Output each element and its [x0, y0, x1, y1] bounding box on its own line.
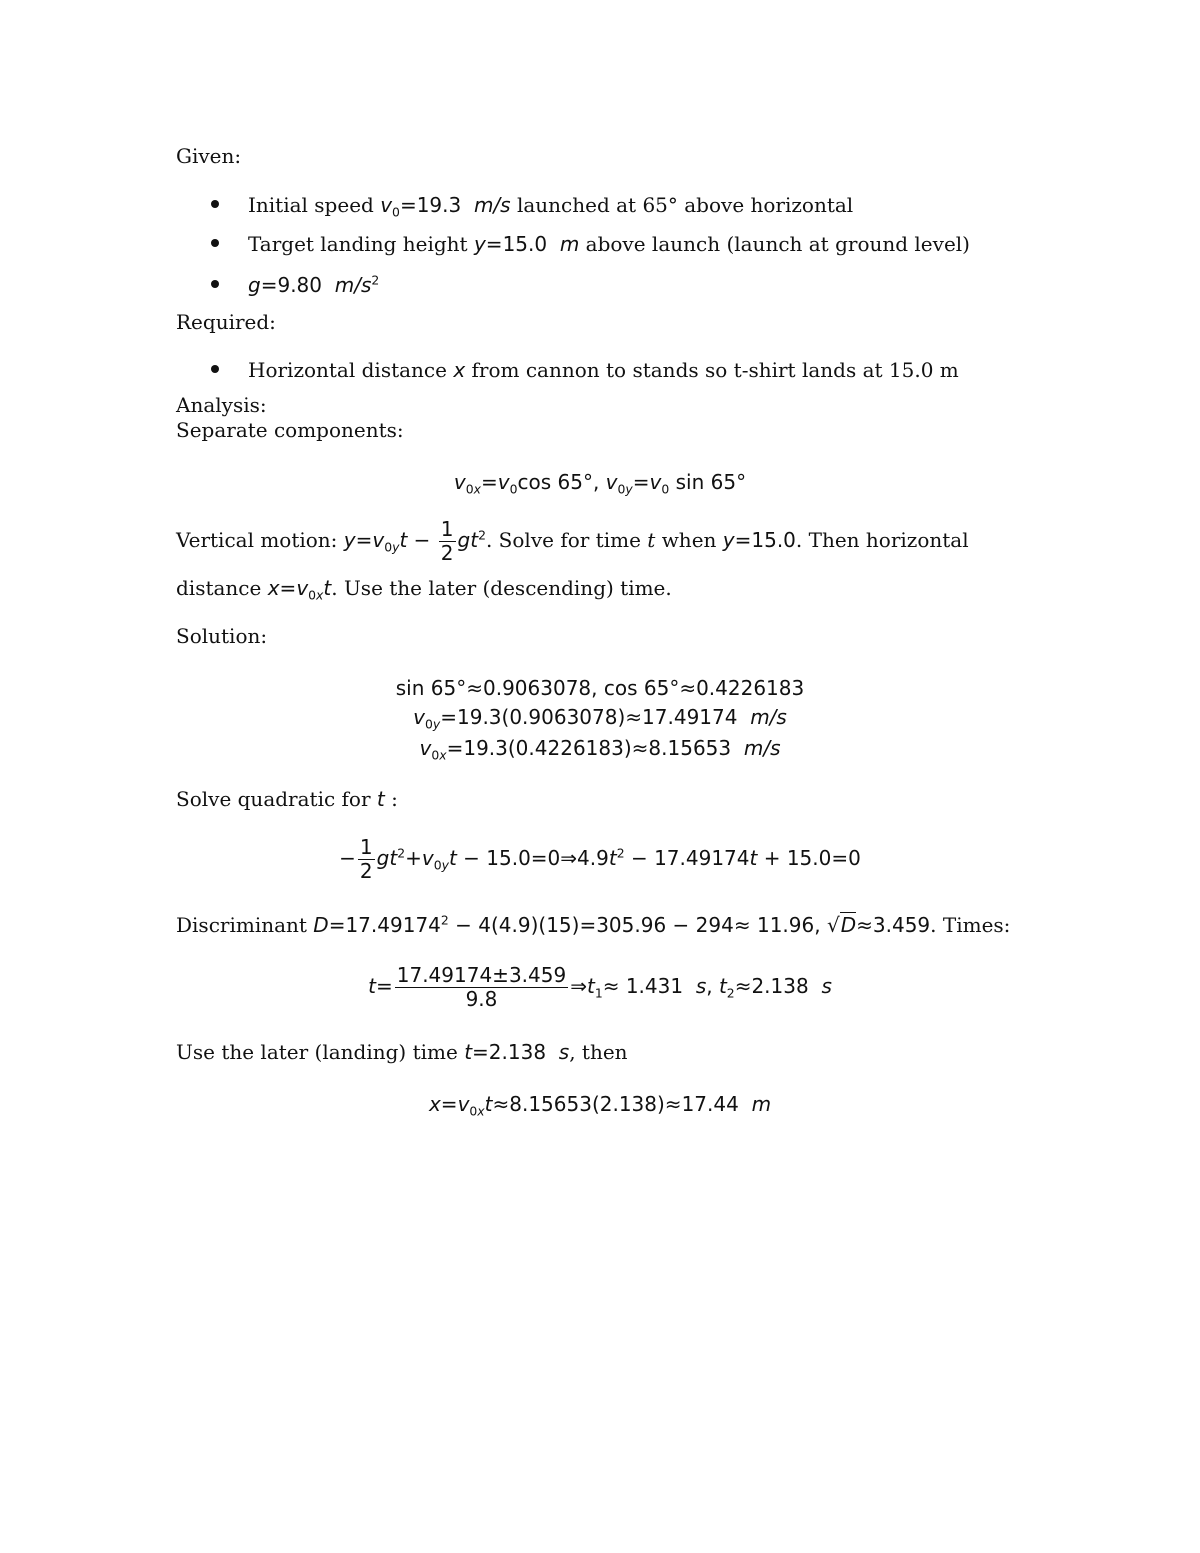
quadratic-equation: − $\frac{1}{2}$ $gt^2+v_{0y}t$ − $15.0=0\Rightarrow 4.9t^2 - 17.49174t + 15.0=0$ [339, 835, 861, 883]
speed-equation: $v_0=19.3$ m/s [380, 193, 511, 220]
given-heading: Given: [176, 144, 242, 168]
given-speed-prefix: Initial speed [248, 193, 374, 217]
v0y-equation: $v_{0y}=19.3(0.9063078)\approx 17.49174$ m/s [413, 705, 787, 732]
solve-quadratic-line: Solve quadratic for t : [176, 787, 398, 811]
solution-heading: Solution: [176, 624, 268, 648]
gravity-equation: g=9.80 $m/s^2$ [248, 272, 380, 297]
bullet-icon [211, 365, 219, 373]
analysis-subheading: Separate components: [176, 418, 404, 442]
vertical-motion-line: Vertical motion: $y=v_{0y}t$ − $\frac{1}{2}$ $gt^2$. Solve for time t when y=15.0. Then horizontal [176, 517, 969, 565]
discriminant-line: Discriminant $D=17.49174^2 - 4(4.9)(15)=305.96 - 294\approx 11.96$, √D≈3.459. Times: [176, 912, 1011, 937]
later-time-line: Use the later (landing) time t=2.138 s, then [176, 1040, 628, 1064]
v0x-equation: $v_{0x}=19.3(0.4226183)\approx 8.15653$ m/s [419, 736, 781, 763]
bullet-icon [211, 239, 219, 247]
distance-result-equation: $x=v_{0x}t\approx 8.15653(2.138)\approx 17.44$ m [428, 1092, 772, 1119]
bullet-icon [211, 280, 219, 288]
required-heading: Required: [176, 310, 276, 334]
analysis-heading: Analysis: [176, 393, 267, 417]
bullet-icon [211, 200, 219, 208]
height-equation: y=15.0 m [473, 232, 580, 256]
distance-line: distance $x=v_{0x}t$. Use the later (descending) time. [176, 576, 672, 603]
time-solution-equation: t= $\frac{17.49174\pm 3.459}{9.8}$ $\Rightarrow t_1\approx 1.431$ s, $t_2\approx 2.138$ s [368, 963, 832, 1011]
components-equation: $v_{0x}=v_0\cos$ 65°, $v_{0y}=v_0$ sin 65° [453, 470, 747, 497]
trig-values-equation: sin 65°≈0.9063078, cos 65°≈0.4226183 [395, 676, 805, 700]
